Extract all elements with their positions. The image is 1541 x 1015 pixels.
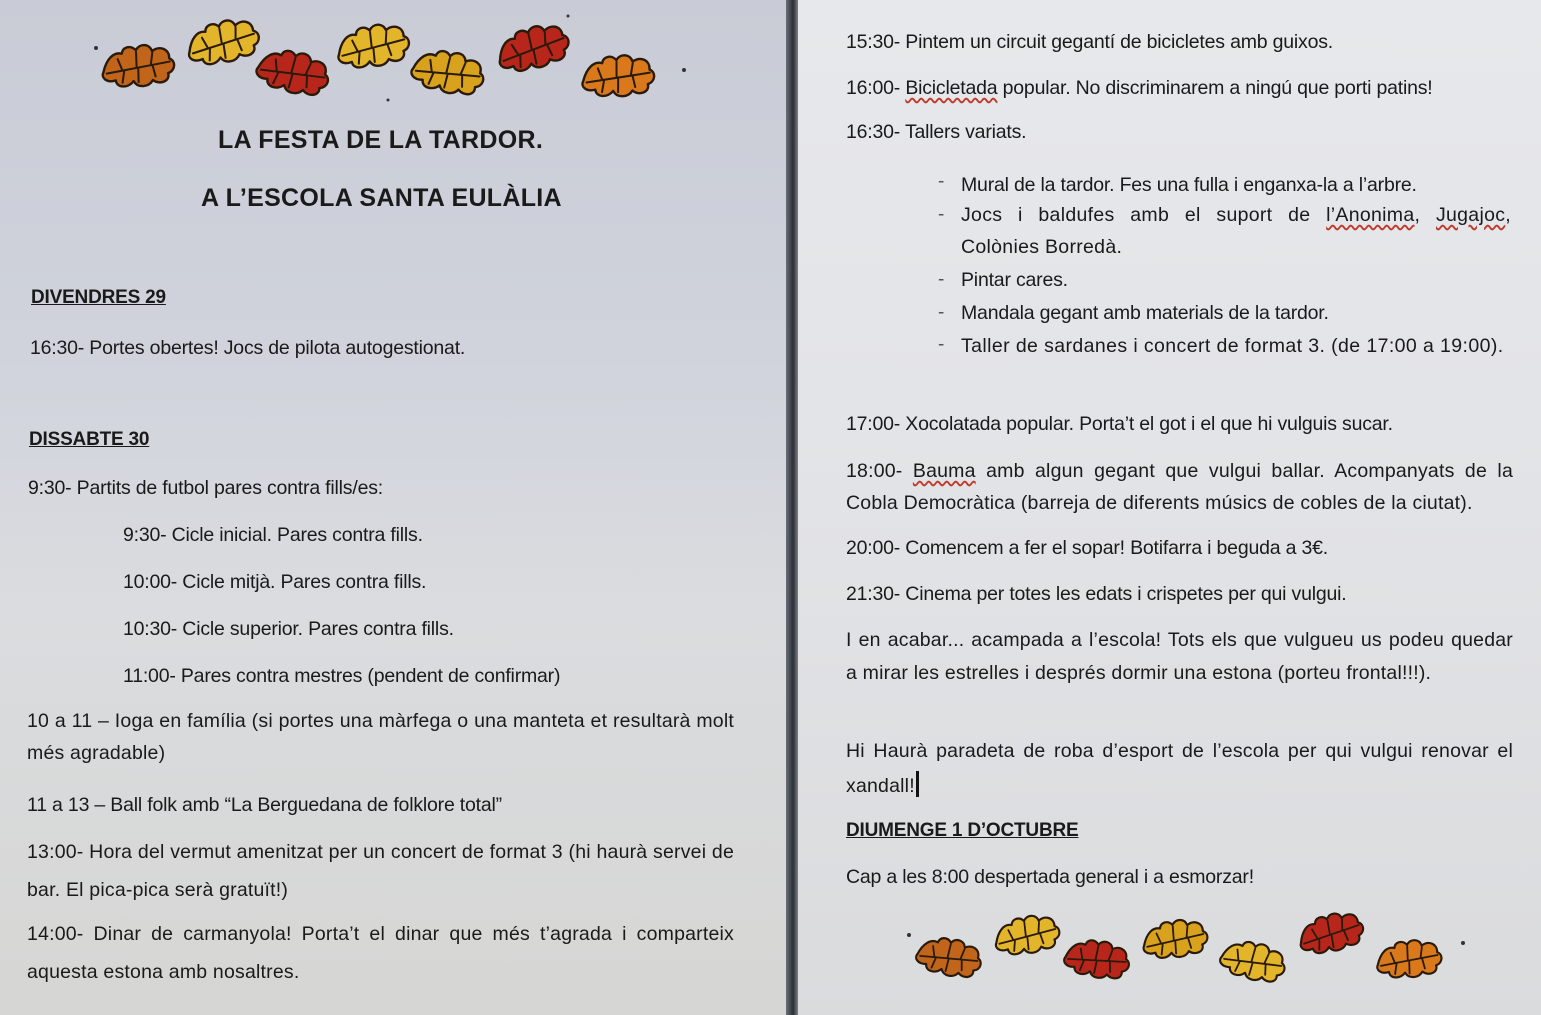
paradeta-content: Hi Haurà paradeta de roba d’esport de l’escola per qui vulgui renovar el xandall! [846,740,1513,797]
bullet-dash: - [938,302,945,323]
autumn-leaves-banner-top [88,8,688,108]
jocs-separator: , [1414,204,1436,226]
bullet-dash: - [938,334,945,355]
item-1600-time: 16:00- [846,77,906,99]
page-subtitle: A L’ESCOLA SANTA EULÀLIA [201,184,562,212]
saturday-ball-folk: 11 a 13 – Ball folk amb “La Berguedana de folklore total” [27,794,502,816]
item-1800-time: 18:00- [846,460,913,482]
saturday-heading: DISSABTE 30 [29,429,150,450]
item-1630: 16:30- Tallers variats. [846,121,1027,143]
jocs-anonima: l’Anonima [1326,204,1415,226]
saturday-cycle-upper: 10:30- Cicle superior. Pares contra fills. [123,618,454,640]
item-2130: 21:30- Cinema per totes les edats i crispetes per qui vulgui. [846,583,1347,605]
jocs-jugajoc: Jugajoc [1435,204,1506,226]
workshop-sardanes: Taller de sardanes i concert de format 3. (de 17:00 a 19:00). [961,335,1504,357]
autumn-leaves-banner-bottom [903,905,1473,995]
item-1530: 15:30- Pintem un circuit gegantí de bicicletes amb guixos. [846,31,1334,53]
item-1800 [846,455,1513,519]
item-1800-word: Bauma [912,460,976,482]
paradeta-text [846,734,1513,804]
saturday-teachers-match: 11:00- Pares contra mestres (pendent de confirmar) [123,665,561,687]
saturday-vermut: 13:00- Hora del vermut amenitzat per un concert de format 3 (hi haurà servei de bar. El pica-pica serà gratuït!) [27,841,734,901]
bullet-dash: - [938,204,945,225]
workshop-mandala: Mandala gegant amb materials de la tardor. [961,302,1329,324]
bullet-dash: - [938,269,945,290]
saturday-football: 9:30- Partits de futbol pares contra fills/es: [28,477,383,499]
autumn-leaves-icon [88,8,688,108]
item-1800-rest: amb algun gegant que vulgui ballar. Acompanyats de la Cobla Democràtica (barreja de diferents músics de cobles de la ciutat). [846,460,1513,514]
book-spine [786,0,798,1015]
workshop-cares: Pintar cares. [961,269,1068,291]
item-2000: 20:00- Comencem a fer el sopar! Botifarra i beguda a 3€. [846,537,1328,559]
item-1600 [846,76,1433,100]
jocs-text-b: , Colònies Borredà. [961,204,1511,258]
right-page [798,0,1541,1015]
page-title: LA FESTA DE LA TARDOR. [218,126,544,154]
text-cursor [916,771,919,797]
workshop-jocs [961,199,1511,263]
saturday-cycle-middle: 10:00- Cicle mitjà. Pares contra fills. [123,571,427,593]
workshop-mural: Mural de la tardor. Fes una fulla i enganxa-la a l’arbre. [961,174,1417,196]
saturday-cycle-initial: 9:30- Cicle inicial. Pares contra fills. [123,524,423,546]
friday-heading: DIVENDRES 29 [31,287,166,308]
saturday-ioga: 10 a 11 – Ioga en família (si portes una màrfega o una manteta et resultarà molt més agradable) [27,710,734,764]
sunday-heading: DIUMENGE 1 D’OCTUBRE [846,820,1079,841]
item-1700: 17:00- Xocolatada popular. Porta’t el got i el que hi vulguis sucar. [846,413,1393,435]
friday-item: 16:30- Portes obertes! Jocs de pilota autogestionat. [30,337,466,359]
item-1600-word: Bicicletada [905,77,998,99]
jocs-text-a: Jocs i baldufes amb el suport de [961,204,1327,226]
autumn-leaves-icon [903,905,1473,995]
sunday-item: Cap a les 8:00 despertada general i a esmorzar! [846,866,1254,888]
bullet-dash: - [938,171,945,192]
item-1600-rest: popular. No discriminarem a ningú que porti patins! [997,77,1433,99]
acampada-text: I en acabar... acampada a l’escola! Tots els que vulgueu us podeu quedar a mirar les estrelles i després dormir una estona (porteu frontal!!!). [846,629,1513,684]
saturday-dinar: 14:00- Dinar de carmanyola! Porta’t el dinar que més t’agrada i comparteix aquesta estona amb nosaltres. [27,923,734,983]
